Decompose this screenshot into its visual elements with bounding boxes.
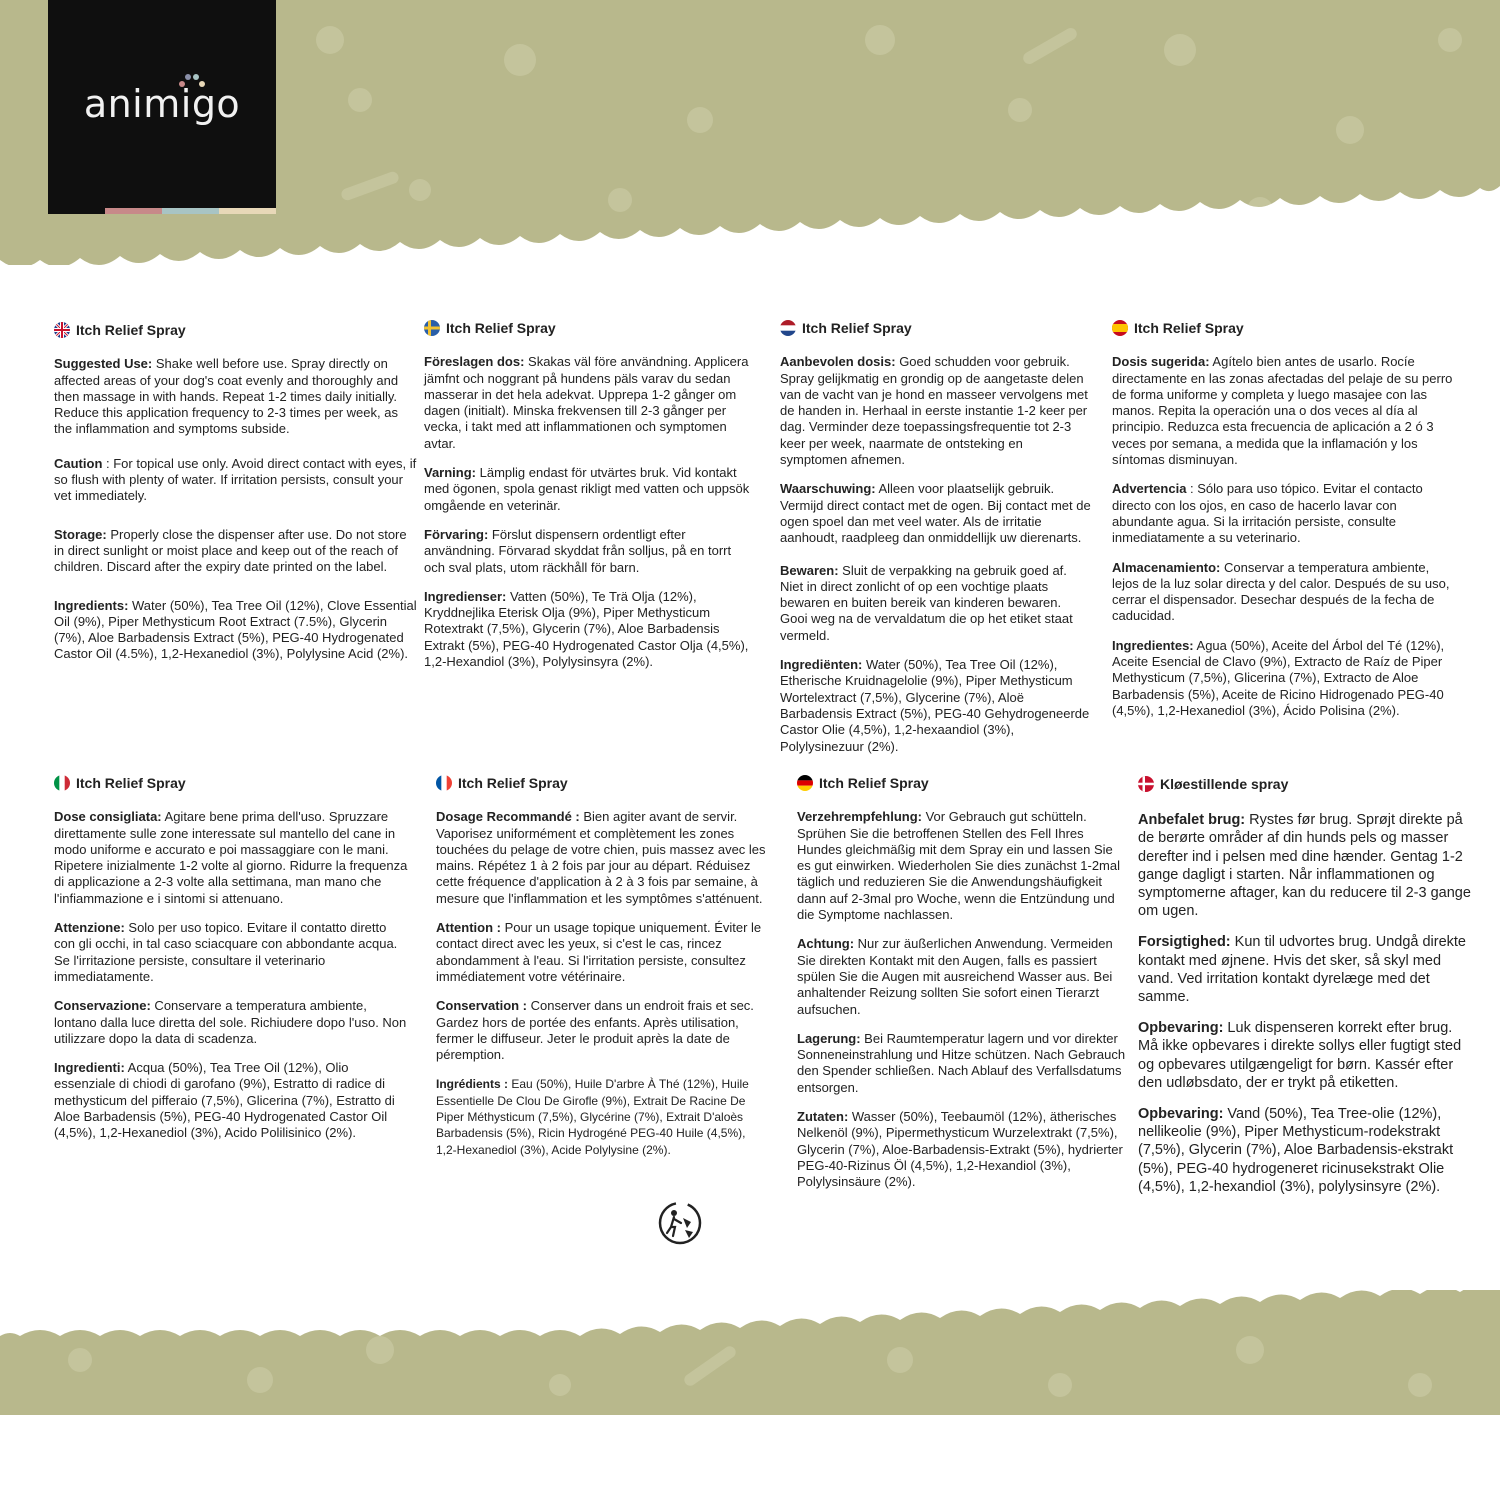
section-heading: Itch Relief Spray	[1112, 320, 1457, 336]
section-heading: Itch Relief Spray	[797, 775, 1127, 791]
usage-paragraph: Dosis sugerida: Agítelo bien antes de usarlo. Rocíe directamente en las zonas afectadas del pelaje de su perro de forma uniforme y completa y luego masajee con las manos. Repita la operación una o dos veces al día al principio. Reduzca esta frecuencia de aplicación a 2 ó 3 veces por semana, a medida que la inflamación y los síntomas disminuyan.	[1112, 354, 1453, 468]
uk-flag-icon	[54, 322, 70, 338]
caution-paragraph: Waarschuwing: Alleen voor plaatselijk gebruik. Vermijd direct contact met de ogen. Bij contact met de ogen spoel dan met veel water. Als de irritatie aanhoudt, raadpleeg dan onmiddellijk uw dierenarts.	[780, 481, 1091, 546]
usage-paragraph: Aanbevolen dosis: Goed schudden voor gebruik. Spray gelijkmatig en grondig op de aangetaste delen van de vacht van je hond en masseer vervolgens met de handen in. Herhaal in eerste instantie 1-2 keer per dag. Verminder deze toepassingsfrequentie tot 2-3 keer per week, naarmate de ontsteking en symptomen afnemen.	[780, 354, 1088, 468]
scalloped-edge-bottom	[0, 1270, 1500, 1340]
section-danish	[1138, 775, 1473, 1209]
usage-paragraph: Suggested Use: Shake well before use. Spray directly on affected areas of your dog's coat evenly and thoroughly and then massage in with hands. Repeat 1-2 times daily initially. Reduce this application frequency to 2-3 times per week, as the inflammation and symptoms subside.	[54, 356, 399, 437]
germany-flag-icon	[797, 775, 813, 791]
storage-paragraph: Almacenamiento: Conservar a temperatura ambiente, lejos de la luz solar directa y del calor. Después de su uso, cerrar el dispensador. Desechar después de la fecha de caducidad.	[1112, 559, 1450, 624]
ingredients-paragraph: Ingredienser: Vatten (50%), Te Trä Olja (12%), Kryddnejlika Eterisk Olja (9%), Piper Methysticum Rotextrakt (7,5%), Glycerin (7%), Aloe Barbadensis Extrakt (5%), PEG-40 Hydrogenated Castor Olja (4,5%), 1,2-Hexandiol (3%), Polylysinsyra (2%).	[424, 588, 749, 670]
usage-paragraph: Föreslagen dos: Skakas väl före användning. Applicera jämfnt och noggrant på hundens päls varav du sedan masserar in det hela adekvat. Upprepa 1-2 gånger om dagen (initialt). Minska frekvensen till 2-3 gånger per vecka, i takt med att inflammationen och symptomen avtar.	[424, 354, 749, 451]
section-italian	[54, 775, 409, 1155]
section-french	[436, 775, 766, 1171]
storage-paragraph: Conservation : Conserver dans un endroit frais et sec. Gardez hors de portée des enfants. Après utilisation, fermer le diffuseur. Jeter le produit après la date de péremption.	[436, 998, 754, 1063]
section-spanish	[1112, 320, 1457, 732]
storage-paragraph: Storage: Properly close the dispenser after use. Do not store in direct sunlight or moist place and keep out of the reach of children. Discard after the expiry date printed on the label.	[54, 526, 407, 575]
storage-paragraph: Conservazione: Conservare a temperatura ambiente, lontano dalla luce diretta del sole. Richiudere dopo l'uso. Non utilizzare dopo la data di scadenza.	[54, 998, 407, 1046]
usage-paragraph: Dosage Recommandé : Bien agiter avant de servir. Vaporisez uniformément et complètement les zones touchées du pelage de votre chien, puis massez avec les mains. Répétez 1 à 2 fois par jour au départ. Réduisez cette fréquence d'application à 2 à 3 fois par semaine, à mesure que l'inflammation et les symptômes s'atténuent.	[436, 809, 766, 906]
sweden-flag-icon	[424, 320, 440, 336]
caution-paragraph: Advertencia : Sólo para uso tópico. Evitar el contacto directo con los ojos, en caso de hacerlo lavar con abundante agua. Si la irritación persiste, consulte inmediatamente a su veterinario.	[1112, 481, 1423, 546]
ingredients-paragraph: Ingredientes: Agua (50%), Aceite del Árbol del Té (12%), Aceite Esencial de Clavo (9%), Extracto de Raíz de Piper Methysticum (7,5%), Glicerina (7%), Extracto de Aloe Barbadensis (5%), Aceite de Ricino Hidrogenado PEG-40 (4,5%), 1,2-Hexanediol (3%), Ácido Polisina (2%).	[1112, 637, 1445, 718]
section-heading: Itch Relief Spray	[436, 775, 766, 791]
storage-paragraph: Opbevaring: Luk dispenseren korrekt efter brug. Må ikke opbevares i direkte sollys eller fugtigt sted og opbevares utilgængeligt for børn. Kassér efter den udløbsdato, der er trykt på etiketten.	[1138, 1020, 1462, 1091]
caution-paragraph: Achtung: Nur zur äußerlichen Anwendung. Vermeiden Sie direkten Kontakt mit den Augen, falls es passiert spülen Sie die Augen mit ausreichend Wasser aus. Bei anhaltender Reizung sollten Sie sofort einen Tierarzt aufsuchen.	[797, 936, 1113, 1017]
section-german	[797, 775, 1127, 1204]
usage-paragraph: Anbefalet brug: Rystes før brug. Sprøjt direkte på de berørte områder af din hunds pels og masser derefter ind i pelsen med dine hænder. Gentag 1-2 gange dagligt i starten. Når inflammationen og symptomerne aftager, kan du reducere til 2-3 gange om ugen.	[1138, 812, 1471, 920]
usage-paragraph: Verzehrempfehlung: Vor Gebrauch gut schütteln. Sprühen Sie die betroffenen Stellen des Fell Ihres Hundes gleichmäßig mit dem Spray ein und lassen Sie es gut einwirken. Wiederholen Sie dies zunächst 1-2mal täglich und reduzieren Sie die Anwendungshäufigkeit dann auf 2-3mal pro Woche, wenn die Entzündung und die Symptome nachlassen.	[797, 809, 1121, 923]
france-flag-icon	[436, 775, 452, 791]
caution-paragraph: Attention : Pour un usage topique uniquement. Éviter le contact direct avec les yeux, si c'est le cas, rincez abondamment à l'eau. Si l'irritation persiste, consultez immédiatement votre vétérinaire.	[436, 920, 762, 984]
section-heading: Itch Relief Spray	[54, 775, 409, 791]
caution-paragraph: Forsigtighed: Kun til udvortes brug. Undgå direkte kontakt med øjnene. Hvis det sker, så skyl med vand. Ved irritation kontakt dyrelæge med det samme.	[1138, 934, 1466, 1006]
ingredients-paragraph: Ingredienti: Acqua (50%), Tea Tree Oil (12%), Olio essenziale di chiodi di garofano (9%), Estratto di radice di methysticum del pifferaio (7,5%), Glicerina (7%), Estratto di Aloe Barbadensis (5%), PEG-40 Hydrogenated Castor Oil (4,5%), 1,2-Hexanediol (3%), Acido Polilisinico (2%).	[54, 1060, 395, 1141]
ingredients-paragraph: Ingredients: Water (50%), Tea Tree Oil (12%), Clove Essential Oil (9%), Piper Methysticum Root Extract (7.5%), Glycerin (7%), Aloe Barbadensis Extract (5%), PEG-40 Hydrogenated Castor Oil (4.5%), 1,2-Hexanediol (3%), Polylysine Acid (2%).	[54, 597, 417, 662]
ingredients-paragraph: Ingrediënten: Water (50%), Tea Tree Oil (12%), Etherische Kruidnagelolie (9%), Piper Methysticum Wortelextract (7,5%), Glycerine (7%), Aloë Barbadensis Extract (5%), PEG-40 Gehydrogeneerde Castor Olie (4,5%), 1,2-hexaandiol (3%), Polylysinezuur (2%).	[780, 657, 1090, 754]
caution-paragraph: Caution : For topical use only. Avoid direct contact with eyes, if so flush with plenty of water. If irritation persists, consult your vet immediately.	[54, 455, 417, 504]
section-heading: Itch Relief Spray	[780, 320, 1092, 336]
brand-color-strip	[48, 208, 276, 214]
section-swedish	[424, 320, 754, 683]
section-heading: Kløestillende spray	[1138, 775, 1473, 793]
recycle-triman-icon	[657, 1200, 703, 1246]
ingredients-paragraph: Opbevaring: Vand (50%), Tea Tree-olie (12%), nellikeolie (9%), Piper Methysticum-rodekstrakt (7,5%), Glycerin (7%), Aloe Barbadensis-ekstrakt (5%), PEG-40 hydrogeneret ricinusekstrakt Olie (4,5%), 1,2-hexandiol (3%), polylysinsyre (2%).	[1138, 1106, 1454, 1195]
denmark-flag-icon	[1138, 776, 1154, 792]
storage-paragraph: Bewaren: Sluit de verpakking na gebruik goed af. Niet in direct zonlicht of op een vochtige plaats bewaren en buiten bereik van kinderen bewaren. Gooi weg na de vervaldatum die op het etiket staat vermeld.	[780, 562, 1073, 643]
caution-paragraph: Attenzione: Solo per uso topico. Evitare il contatto diretto con gli occhi, in tal caso sciacquare con abbondante acqua. Se l'irritazione persiste, consultare il veterinario immediatamente.	[54, 920, 398, 984]
brand-name: animigo	[83, 82, 241, 126]
spain-flag-icon	[1112, 320, 1128, 336]
ingredients-paragraph: Zutaten: Wasser (50%), Teebaumöl (12%), ätherisches Nelkenöl (9%), Pipermethysticum Wurzelextrakt (7,5%), Glycerin (7%), Aloe-Barbadensis-Extrakt (5%), hydrierter PEG-40-Rizinus Öl (4,5%), 1,2-Hexandiol (3%), Polylysinsäure (2%).	[797, 1109, 1123, 1190]
section-dutch	[780, 320, 1092, 768]
section-heading: Itch Relief Spray	[54, 322, 419, 338]
brand-logo	[48, 0, 276, 212]
italy-flag-icon	[54, 775, 70, 791]
caution-paragraph: Varning: Lämplig endast för utvärtes bruk. Vid kontakt med ögonen, spola genast rikligt med vatten och uppsök omgående en veterinär.	[424, 465, 750, 513]
section-heading: Itch Relief Spray	[424, 320, 754, 336]
section-english	[54, 322, 419, 676]
storage-paragraph: Förvaring: Förslut dispensern ordentligt efter användning. Förvarad skyddat från solljus, på en torrt och sval plats, utom räckhåll för barn.	[424, 526, 732, 575]
usage-paragraph: Dose consigliata: Agitare bene prima dell'uso. Spruzzare direttamente sulle zone interessate sul mantello del cane in modo uniforme e accurato e poi massaggiare con le mani. Ripetere inizialmente 1-2 volte al giorno. Ridurre la frequenza di applicazione a 2-3 volte alla settimana, man mano che l'infiammazione e i sintomi si attenuano.	[54, 809, 408, 906]
ingredients-paragraph: Ingrédients : Eau (50%), Huile D'arbre À Thé (12%), Huile Essentielle De Clou De Girofle (9%), Extrait De Racine De Piper Méthysticum (7,5%), Glycérine (7%), Extrait D'aloès Barbadensis (5%), Ricin Hydrogéné PEG-40 Huile (4,5%), 1,2-Hexanediol (3%), Acide Polylysine (2%).	[436, 1077, 749, 1157]
storage-paragraph: Lagerung: Bei Raumtemperatur lagern und vor direkter Sonneneinstrahlung und Hitze schützen. Nach Gebrauch den Spender schließen. Nach Ablauf des Verfallsdatums entsorgen.	[797, 1030, 1126, 1095]
netherlands-flag-icon	[780, 320, 796, 336]
